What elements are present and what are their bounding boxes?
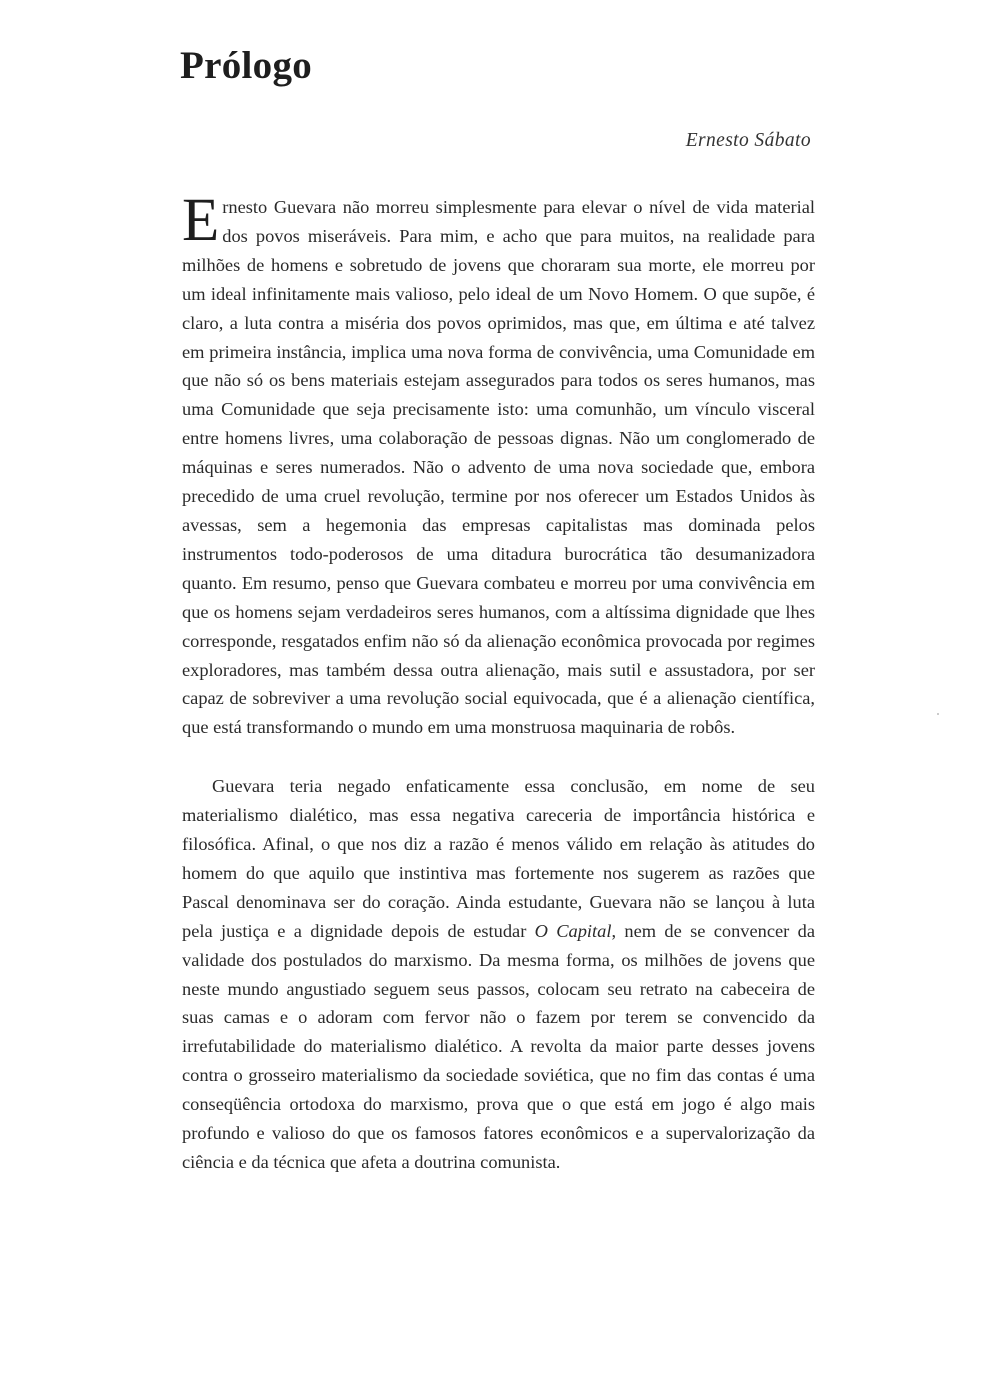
paragraph-2-text-end: , nem de se convencer da validade dos postulados do marxismo. Da mesma forma, os milhões de jovens que neste mundo angustiado seguem seus passos, colocam seu retrato na cabeceira de suas camas e o adoram com fervor não o fazem por terem se convencido da irrefutabilidade do materialismo dialético. A revolta da maior parte desses jovens contra o grosseiro materialismo da sociedade soviética, que no fim das contas é uma conseqüência ortodoxa do marxismo, prova que o que está em jogo é algo mais profundo e valioso do que os famosos fatores econômicos e a supervalorização da ciência e da técnica que afeta a doutrina comunista. [182,920,816,1172]
prologue-body [182,187,816,1177]
author-name: Ernesto Sábato [685,130,811,151]
paragraph-2-text-start: Guevara teria negado enfaticamente essa conclusão, em nome de seu materialismo dialético, mas essa negativa careceria de importância histórica e filosófica. Afinal, o que nos diz a razão é menos válido em relação às atitudes do homem do que aquilo que instintiva mas fortemente nos sugerem as razões que Pascal denominava ser do coração. Ainda estudante, Guevara não se lançou à luta pela justiça e a dignidade depois de estudar [182,776,815,941]
page-speck [937,713,939,715]
page-title: Prólogo [180,44,313,87]
paragraph-2 [182,772,815,1177]
book-title-italic: O Capital [534,920,612,941]
paragraph-1 [182,187,815,742]
paragraph-1-text: rnesto Guevara não morreu simplesmente para elevar o nível de vida material dos povos miseráveis. Para mim, e acho que para muitos, na realidade para milhões de homens e sobretudo de jovens que choraram sua morte, ele morreu por um ideal infinitamente mais valioso, pelo ideal de um Novo Homem. O que supõe, é claro, a luta contra a miséria dos povos oprimidos, mas que, em última e até talvez em primeira instância, implica uma nova forma de convivência, uma Comunidade em que não só os bens materiais estejam assegurados para todos os seres humanos, mas uma Comunidade que seja precisamente isto: uma comunhão, um vínculo visceral entre homens livres, uma colaboração de pessoas dignas. Não um conglomerado de máquinas e seres numerados. Não o advento de uma nova sociedade que, embora precedido de uma cruel revolução, termine por nos oferecer um Estados Unidos às avessas, sem a hegemonia das empresas capitalistas mas dominada pelos instrumentos todo-poderosos de uma ditadura burocrática tão desumanizadora quanto. Em resumo, penso que Guevara combateu e morreu por uma convivência em que os homens sejam verdadeiros seres humanos, com a altíssima dignidade que lhes corresponde, resgatados enfim não só da alienação econômica provocada por regimes exploradores, mas também dessa outra alienação, mais sutil e assustadora, por ser capaz de sobreviver a uma revolução social equivocada, que é a alienação científica, que está transformando o mundo em uma monstruosa maquinaria de robôs. [182,197,815,738]
drop-cap: E [182,187,220,254]
